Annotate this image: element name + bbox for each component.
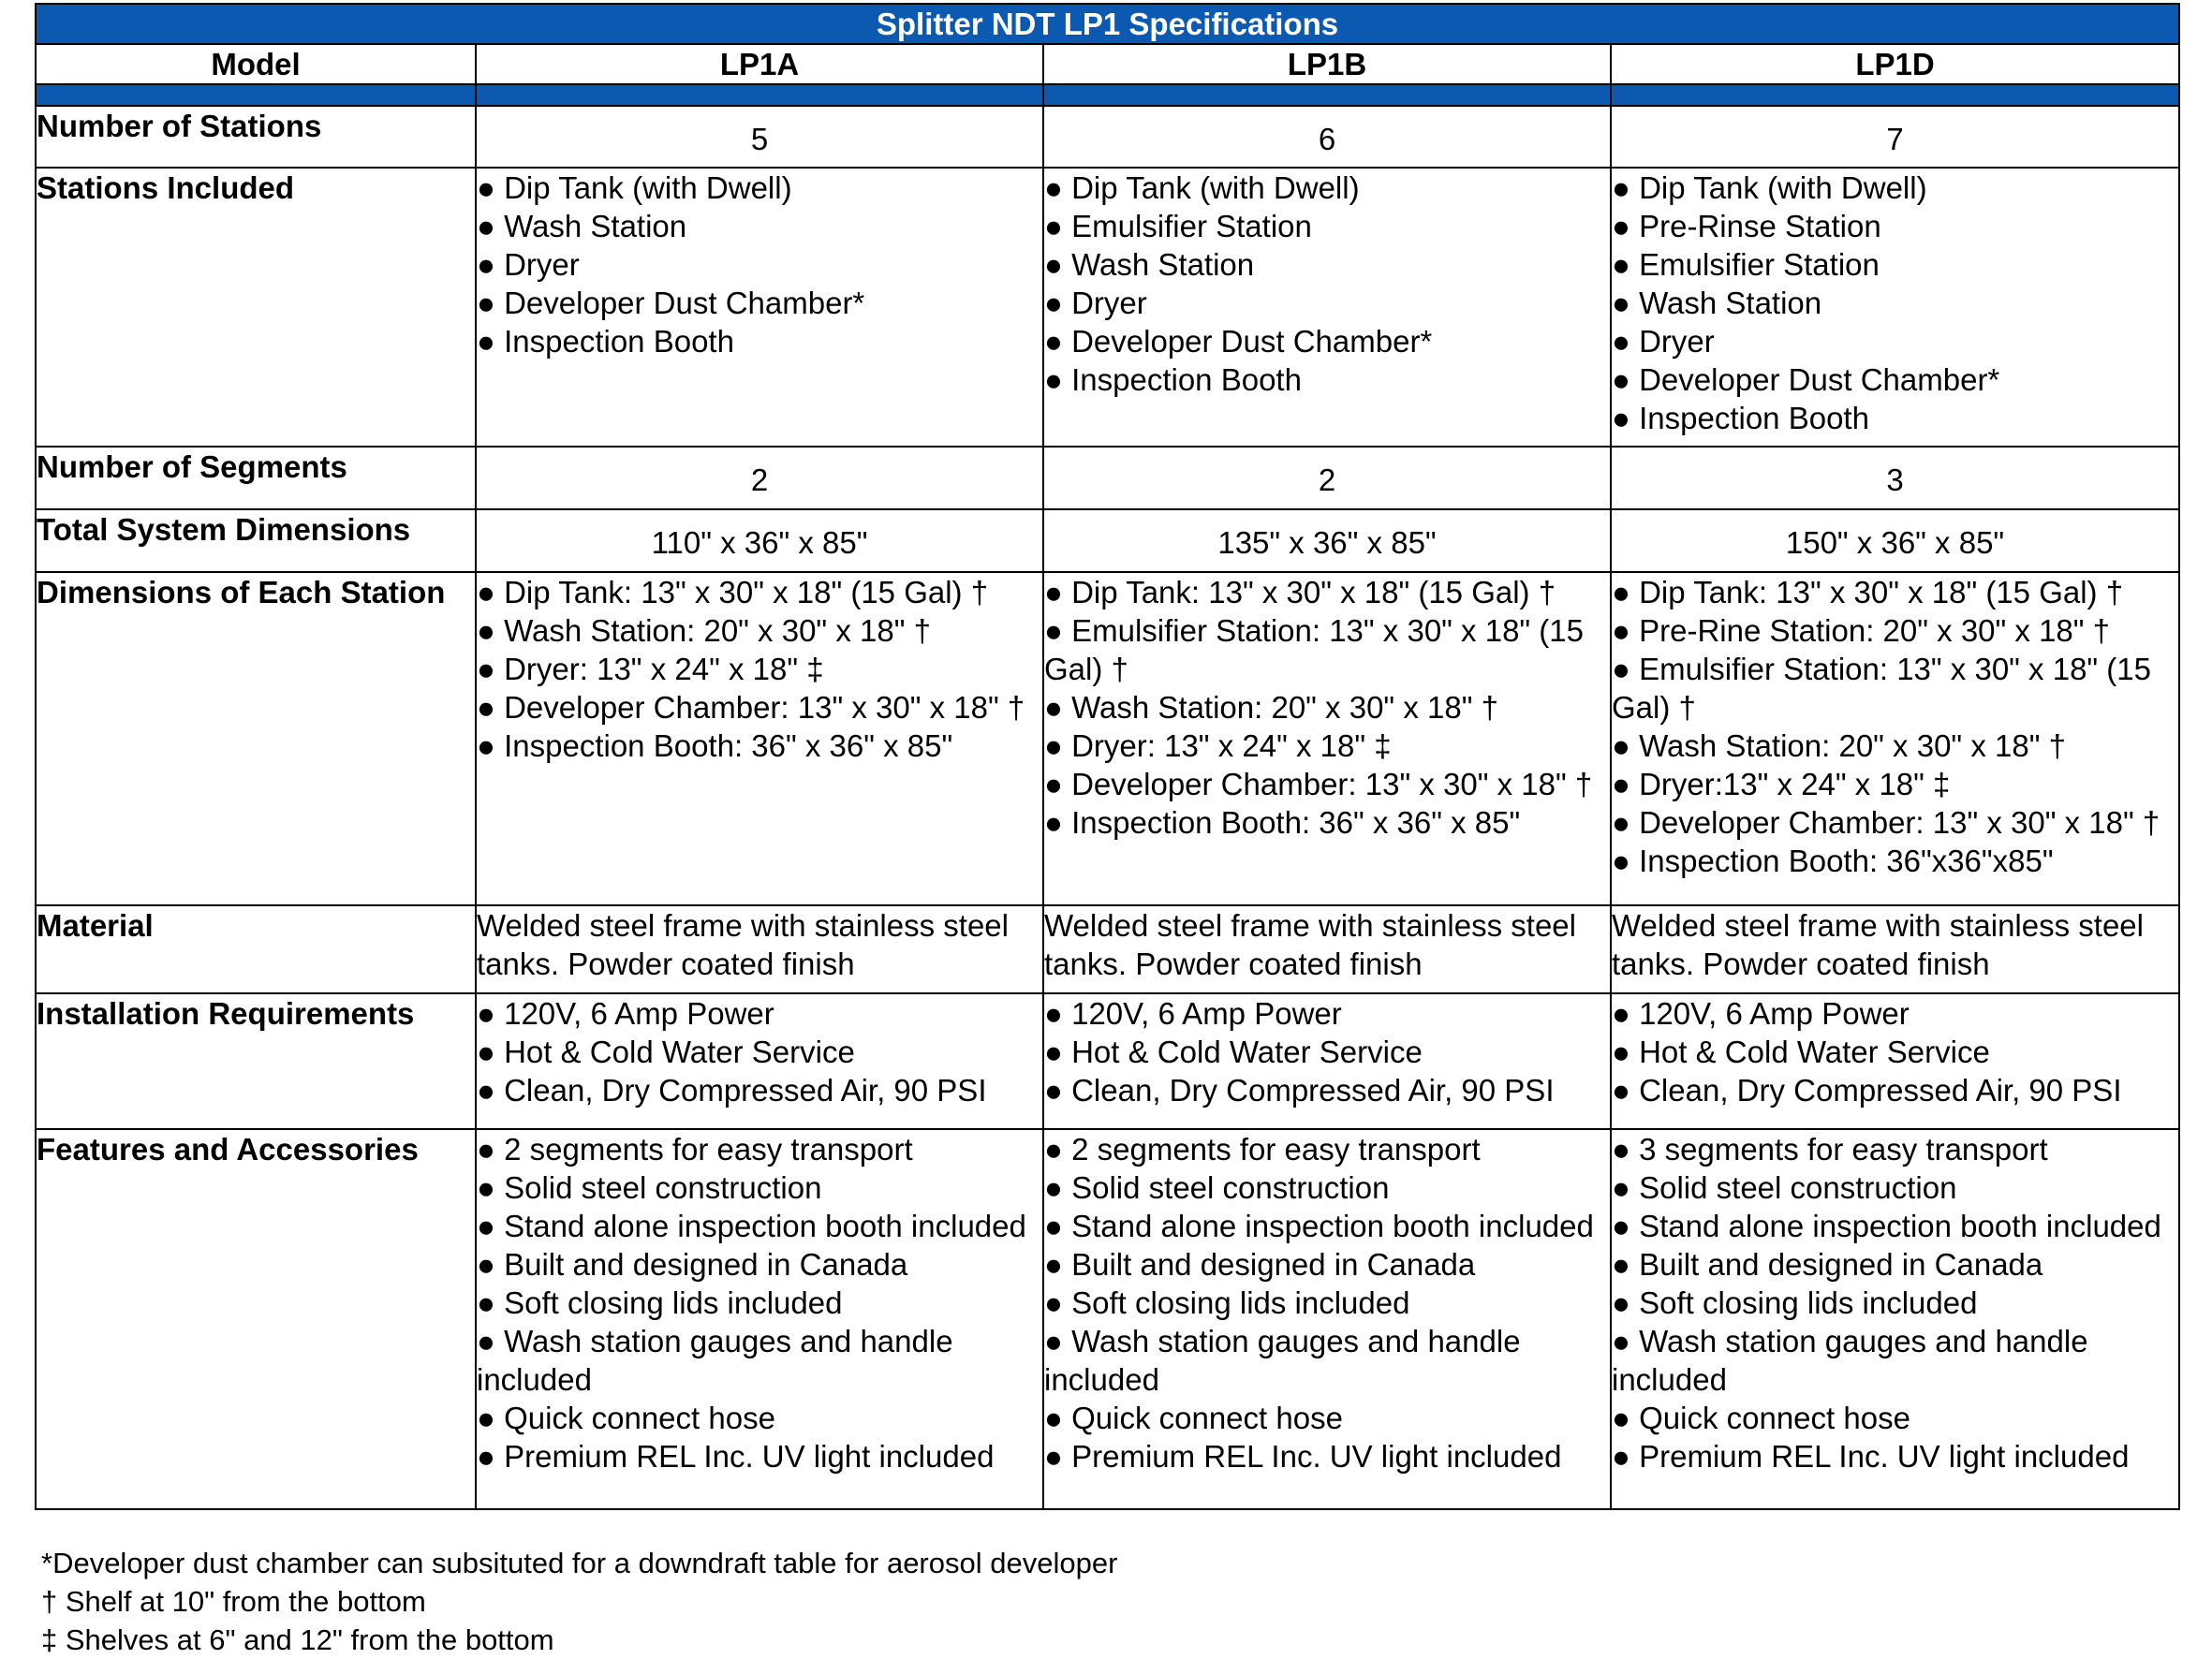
list-item: ● Wash station gauges and handle included	[477, 1324, 953, 1397]
list-item: ● Hot & Cold Water Service	[1612, 1035, 1990, 1069]
model-header-lp1b: LP1B	[1043, 44, 1611, 84]
list-item: ● Developer Dust Chamber*	[1612, 362, 2000, 397]
list-item: ● Emulsifier Station	[1044, 209, 1312, 243]
header-row	[36, 44, 2179, 84]
cell-value: 110" x 36" x 85"	[651, 525, 868, 560]
list-item: ● Inspection Booth	[1612, 401, 1869, 435]
list-item: ● Clean, Dry Compressed Air, 90 PSI	[477, 1073, 987, 1108]
list-item: ● Soft closing lids included	[477, 1285, 843, 1320]
list-item: ● Dip Tank (with Dwell)	[1044, 170, 1360, 205]
row-label: Number of Stations	[36, 106, 476, 168]
list-item: Welded steel frame with stainless steel	[1612, 908, 2144, 943]
footnote-dagger: † Shelf at 10" from the bottom	[41, 1585, 426, 1618]
list-item: ● Inspection Booth: 36" x 36" x 85"	[1044, 805, 1521, 840]
features-lp1a	[476, 1129, 1043, 1509]
blue-band	[1611, 84, 2179, 106]
list-item: ● Solid steel construction	[477, 1170, 822, 1205]
blue-band	[1043, 84, 1611, 106]
list-item: ● Inspection Booth: 36" x 36" x 85"	[477, 728, 953, 763]
model-header-lp1a: LP1A	[476, 44, 1043, 84]
list-item: ● Quick connect hose	[477, 1401, 775, 1435]
stations-included-lp1a	[476, 168, 1043, 447]
row-total-dimensions	[36, 509, 2179, 572]
list-item: ● Wash Station: 20" x 30" x 18" †	[1044, 690, 1498, 725]
list-item: tanks. Powder coated finish	[477, 947, 855, 981]
list-item: Welded steel frame with stainless steel	[1044, 908, 1576, 943]
list-item: ● Built and designed in Canada	[1044, 1247, 1476, 1282]
list-item: ● Pre-Rine Station: 20" x 30" x 18" †	[1612, 613, 2111, 648]
row-label: Total System Dimensions	[36, 509, 476, 572]
list-item: ● Inspection Booth: 36"x36"x85"	[1612, 844, 2054, 878]
list-item: ● Clean, Dry Compressed Air, 90 PSI	[1612, 1073, 2122, 1108]
cell-value: 6	[1318, 122, 1336, 156]
list-item: ● Emulsifier Station: 13" x 30" x 18" (15 Gal) †	[1044, 613, 1585, 686]
spec-table	[35, 3, 2180, 1510]
list-item: ● Solid steel construction	[1044, 1170, 1390, 1205]
list-item: ● 3 segments for easy transport	[1612, 1132, 2048, 1167]
segments-lp1d	[1611, 447, 2179, 509]
list-item: ● Wash Station	[1044, 247, 1255, 282]
material-lp1b	[1043, 905, 1611, 993]
list-item: ● 120V, 6 Amp Power	[1044, 996, 1342, 1031]
row-label: Number of Segments	[36, 447, 476, 509]
list-item: ● Stand alone inspection booth included	[1612, 1209, 2161, 1243]
segments-lp1b	[1043, 447, 1611, 509]
list-item: ● Soft closing lids included	[1612, 1285, 1978, 1320]
list-item: ● Emulsifier Station: 13" x 30" x 18" (15 Gal) †	[1612, 652, 2152, 725]
segments-lp1a	[476, 447, 1043, 509]
material-lp1a	[476, 905, 1043, 993]
list-item: ● Inspection Booth	[1044, 362, 1302, 397]
list-item: ● Wash station gauges and handle included	[1044, 1324, 1521, 1397]
cell-value: 3	[1886, 462, 1904, 497]
cell-value: 2	[1318, 462, 1336, 497]
row-label: Dimensions of Each Station	[36, 572, 476, 905]
footnotes	[41, 1544, 1117, 1659]
list-item: ● Wash Station	[1612, 286, 1822, 320]
list-item: ● Dryer	[477, 247, 580, 282]
list-item: ● Dip Tank (with Dwell)	[1612, 170, 1927, 205]
list-item: ● Developer Dust Chamber*	[477, 286, 865, 320]
list-item: ● 120V, 6 Amp Power	[477, 996, 774, 1031]
blue-band-row	[36, 84, 2179, 106]
material-lp1d	[1611, 905, 2179, 993]
row-station-dimensions	[36, 572, 2179, 905]
features-lp1b	[1043, 1129, 1611, 1509]
stations-count-lp1a	[476, 106, 1043, 168]
list-item: ● Pre-Rinse Station	[1612, 209, 1881, 243]
table-title: Splitter NDT LP1 Specifications	[36, 4, 2179, 44]
installation-lp1b	[1043, 993, 1611, 1129]
list-item: ● Emulsifier Station	[1612, 247, 1880, 282]
list-item: ● Stand alone inspection booth included	[1044, 1209, 1594, 1243]
list-item: ● Inspection Booth	[477, 324, 734, 359]
list-item: ● Dryer: 13" x 24" x 18" ‡	[1044, 728, 1392, 763]
list-item: ● Developer Chamber: 13" x 30" x 18" †	[477, 690, 1025, 725]
title-row	[36, 4, 2179, 44]
total-dimensions-lp1a	[476, 509, 1043, 572]
list-item: ● Dryer	[1044, 286, 1147, 320]
station-dimensions-lp1d	[1611, 572, 2179, 905]
stations-count-lp1b	[1043, 106, 1611, 168]
list-item: ● Hot & Cold Water Service	[477, 1035, 855, 1069]
cell-value: 2	[750, 462, 769, 497]
list-item: tanks. Powder coated finish	[1612, 947, 1990, 981]
list-item: ● Developer Chamber: 13" x 30" x 18" †	[1044, 767, 1593, 801]
row-stations-count	[36, 106, 2179, 168]
list-item: ● Soft closing lids included	[1044, 1285, 1410, 1320]
list-item: ● Built and designed in Canada	[1612, 1247, 2043, 1282]
list-item: ● Premium REL Inc. UV light included	[1044, 1439, 1562, 1474]
footnote-double-dagger: ‡ Shelves at 6" and 12" from the bottom	[41, 1623, 554, 1656]
list-item: tanks. Powder coated finish	[1044, 947, 1423, 981]
row-segments	[36, 447, 2179, 509]
list-item: ● Dip Tank (with Dwell)	[477, 170, 792, 205]
model-header: Model	[36, 44, 476, 84]
list-item: ● Dryer:13" x 24" x 18" ‡	[1612, 767, 1951, 801]
row-label: Material	[36, 905, 476, 993]
stations-count-lp1d	[1611, 106, 2179, 168]
row-installation	[36, 993, 2179, 1129]
list-item: ● Built and designed in Canada	[477, 1247, 908, 1282]
list-item: ● Wash station gauges and handle included	[1612, 1324, 2088, 1397]
list-item: ● Quick connect hose	[1612, 1401, 1910, 1435]
list-item: ● Wash Station: 20" x 30" x 18" †	[1612, 728, 2066, 763]
cell-value: 5	[750, 122, 769, 156]
cell-value: 150" x 36" x 85"	[1785, 525, 2005, 560]
blue-band	[476, 84, 1043, 106]
list-item: ● Premium REL Inc. UV light included	[477, 1439, 995, 1474]
installation-lp1d	[1611, 993, 2179, 1129]
list-item: ● 2 segments for easy transport	[1044, 1132, 1481, 1167]
list-item: ● Wash Station	[477, 209, 687, 243]
row-material	[36, 905, 2179, 993]
footnote-developer-dust: *Developer dust chamber can subsituted for a downdraft table for aerosol developer	[41, 1547, 1118, 1579]
list-item: ● Clean, Dry Compressed Air, 90 PSI	[1044, 1073, 1555, 1108]
total-dimensions-lp1d	[1611, 509, 2179, 572]
features-lp1d	[1611, 1129, 2179, 1509]
model-header-lp1d: LP1D	[1611, 44, 2179, 84]
list-item: ● Dip Tank: 13" x 30" x 18" (15 Gal) †	[477, 575, 989, 609]
row-features	[36, 1129, 2179, 1509]
blue-band	[36, 84, 476, 106]
list-item: ● Quick connect hose	[1044, 1401, 1343, 1435]
total-dimensions-lp1b	[1043, 509, 1611, 572]
stations-included-lp1d	[1611, 168, 2179, 447]
row-label: Stations Included	[36, 168, 476, 447]
list-item: ● Hot & Cold Water Service	[1044, 1035, 1423, 1069]
list-item: ● Dip Tank: 13" x 30" x 18" (15 Gal) †	[1612, 575, 2124, 609]
list-item: Welded steel frame with stainless steel	[477, 908, 1009, 943]
row-label: Installation Requirements	[36, 993, 476, 1129]
list-item: ● Dip Tank: 13" x 30" x 18" (15 Gal) †	[1044, 575, 1556, 609]
list-item: ● Wash Station: 20" x 30" x 18" †	[477, 613, 931, 648]
stations-included-lp1b	[1043, 168, 1611, 447]
list-item: ● Dryer: 13" x 24" x 18" ‡	[477, 652, 824, 686]
list-item: ● Developer Dust Chamber*	[1044, 324, 1433, 359]
row-label: Features and Accessories	[36, 1129, 476, 1509]
cell-value: 135" x 36" x 85"	[1217, 525, 1437, 560]
list-item: ● Premium REL Inc. UV light included	[1612, 1439, 2130, 1474]
list-item: ● Dryer	[1612, 324, 1715, 359]
cell-value: 7	[1886, 122, 1904, 156]
row-stations-included	[36, 168, 2179, 447]
list-item: ● Solid steel construction	[1612, 1170, 1957, 1205]
list-item: ● 120V, 6 Amp Power	[1612, 996, 1910, 1031]
station-dimensions-lp1b	[1043, 572, 1611, 905]
station-dimensions-lp1a	[476, 572, 1043, 905]
installation-lp1a	[476, 993, 1043, 1129]
list-item: ● Stand alone inspection booth included	[477, 1209, 1026, 1243]
list-item: ● 2 segments for easy transport	[477, 1132, 913, 1167]
list-item: ● Developer Chamber: 13" x 30" x 18" †	[1612, 805, 2160, 840]
